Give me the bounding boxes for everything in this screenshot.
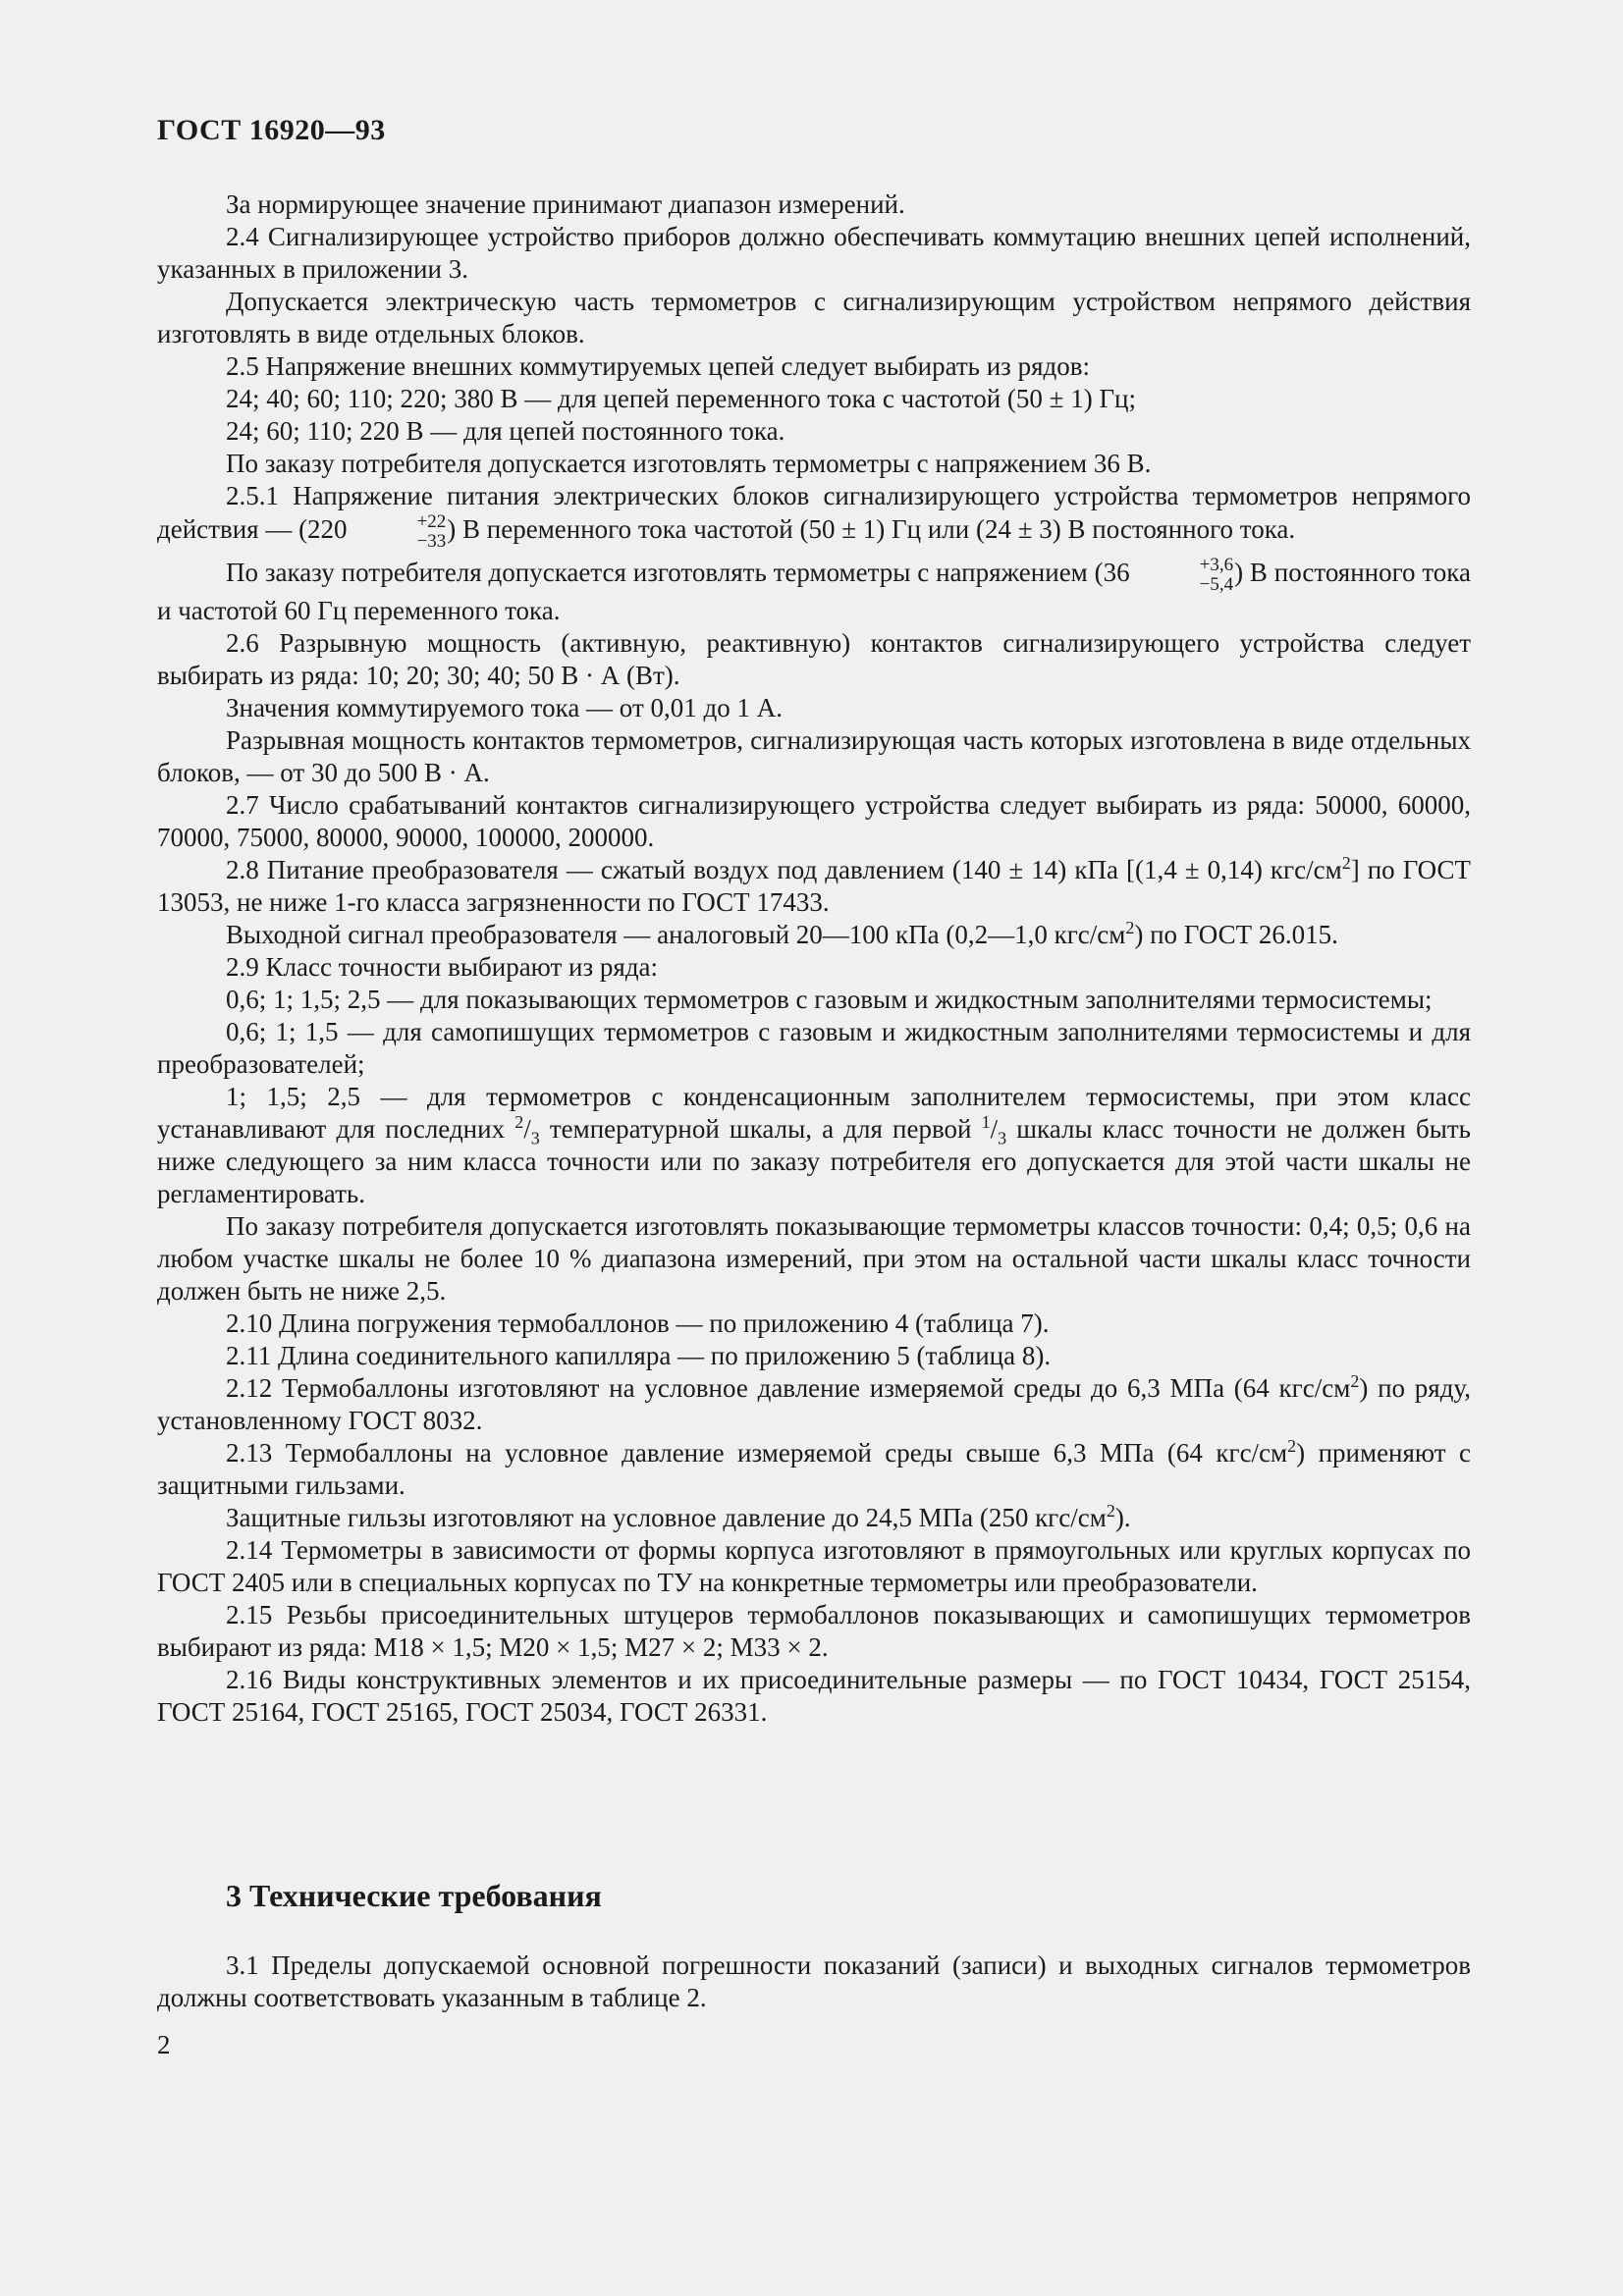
- superscript: 2: [1350, 1371, 1360, 1391]
- paragraph-2-6: 2.6 Разрывную мощность (активную, реактивную) контактов сигнализирующего устройства следует выбирать из ряда: 10; 20; 30; 40; 50 В · А (Вт).: [157, 628, 1471, 690]
- paragraph: Допускается электрическую часть термометров с сигнализирующим устройством непрямого действия изготовлять в виде отдельных блоков.: [157, 287, 1471, 348]
- paragraph-2-4: 2.4 Сигнализирующее устройство приборов должно обеспечивать коммутацию внешних цепей исполнений, указанных в приложении 3.: [157, 222, 1471, 284]
- text-run: 2.5.1 Напряжение питания электрических блоков сигнализирующего устройства термометров непрямого действия — (220: [157, 481, 1471, 545]
- superscript: 2: [1341, 853, 1351, 873]
- paragraph: 24; 60; 110; 220 В — для цепей постоянного тока.: [226, 416, 785, 446]
- paragraph-2-7: 2.7 Число срабатываний контактов сигнализирующего устройства следует выбирать из ряда: 50000, 60000, 70000, 75000, 80000, 90000, 100000, 200000.: [157, 790, 1471, 852]
- section-3-body: [157, 1949, 1471, 2014]
- text-run: ] по ГОСТ 13053, не ниже 1-го класса загрязненности по ГОСТ 17433.: [157, 855, 1471, 917]
- paragraph-2-5: 2.5 Напряжение внешних коммутируемых цепей следует выбирать из рядов:: [226, 351, 1090, 381]
- document-body: [157, 188, 1471, 1729]
- paragraph-2-16: 2.16 Виды конструктивных элементов и их присоединительные размеры — по ГОСТ 10434, ГОСТ 25154, ГОСТ 25164, ГОСТ 25165, ГОСТ 25034, ГОСТ 26331.: [157, 1665, 1471, 1727]
- tolerance-upper: +22: [416, 511, 447, 532]
- paragraph-2-5-1: [157, 480, 1471, 552]
- text-run: 1; 1,5; 2,5 — для термометров с конденсационным заполнителем термосистемы, при этом класс устанавливают для последних: [157, 1082, 1471, 1144]
- text-run: ) по ГОСТ 26.015.: [1134, 920, 1338, 949]
- text-run: ).: [1114, 1503, 1131, 1532]
- fraction-numerator: 1: [981, 1112, 991, 1132]
- paragraph: Значения коммутируемого тока — от 0,01 до 1 А.: [226, 693, 783, 722]
- text-run: Защитные гильзы изготовляют на условное давление до 24,5 МПа (250 кгс/см: [226, 1503, 1107, 1532]
- text-run: 2.13 Термобаллоны на условное давление измеряемой среды свыше 6,3 МПа (64 кгс/см: [226, 1438, 1288, 1468]
- paragraph-2-13: [157, 1437, 1471, 1502]
- tolerance-fraction: [1131, 556, 1233, 595]
- page-number: 2: [157, 2030, 171, 2059]
- superscript: 2: [1106, 1501, 1115, 1521]
- tolerance-upper: +3,6: [1199, 555, 1234, 575]
- paragraph-2-10: 2.10 Длина погружения термобаллонов — по приложению 4 (таблица 7).: [226, 1308, 1050, 1338]
- paragraph: По заказу потребителя допускается изготовлять показывающие термометры классов точности: 0,4; 0,5; 0,6 на любом участке шкалы не более 10 % диапазона измерений, при этом на остальной части шкалы класс точности должен быть не ниже 2,5.: [157, 1211, 1471, 1306]
- text-run: По заказу потребителя допускается изготовлять термометры с напряжением (36: [226, 558, 1130, 588]
- fraction-denominator: 3: [998, 1128, 1007, 1148]
- paragraph: 0,6; 1; 1,5 — для самопишущих термометров с газовым и жидкостным заполнителями термосистемы и для преобразователей;: [157, 1017, 1471, 1079]
- paragraph-2-9: 2.9 Класс точности выбирают из ряда:: [226, 952, 659, 982]
- paragraph-2-15: 2.15 Резьбы присоединительных штуцеров термобаллонов показывающих и самопишущих термометров выбирают из ряда: М18 × 1,5; М20 × 1,5; М27 × 2; М33 × 2.: [157, 1600, 1471, 1662]
- section-3-title: 3 Технические требования: [226, 1878, 602, 1913]
- paragraph-2-14: 2.14 Термометры в зависимости от формы корпуса изготовляют в прямоугольных или круглых корпусах по ГОСТ 2405 или в специальных корпусах по ТУ на конкретные термометры или преобразователи.: [157, 1535, 1471, 1597]
- text-run: 2.8 Питание преобразователя — сжатый воздух под давлением (140 ± 14) кПа [(1,4 ± 0,14) кгс/см: [226, 855, 1342, 884]
- paragraph-2-8: [157, 854, 1471, 919]
- paragraph-2-12: [157, 1372, 1471, 1437]
- paragraph-3-1: 3.1 Пределы допускаемой основной погрешности показаний (записи) и выходных сигналов термометров должны соответствовать указанным в таблице 2.: [157, 1950, 1471, 2012]
- paragraph: [157, 1502, 1471, 1534]
- superscript: 2: [1125, 918, 1135, 937]
- tolerance-fraction: [349, 512, 447, 552]
- text-run: ) В постоянного тока и частотой 60 Гц переменного тока.: [157, 558, 1471, 625]
- superscript: 2: [1287, 1436, 1297, 1456]
- text-run: Выходной сигнал преобразователя — аналоговый 20—100 кПа (0,2—1,0 кгс/см: [226, 920, 1126, 949]
- paragraph: За нормирующее значение принимают диапазон измерений.: [226, 189, 905, 219]
- paragraph: Разрывная мощность контактов термометров, сигнализирующая часть которых изготовлена в виде отдельных блоков, — от 30 до 500 В · А.: [157, 725, 1471, 787]
- text-run: 2.12 Термобаллоны изготовляют на условное давление измеряемой среды до 6,3 МПа (64 кгс/см: [226, 1373, 1351, 1403]
- paragraph: [157, 919, 1471, 951]
- paragraph: 1; 1,5; 2,5 — для термометров с конденсационным заполнителем термосистемы, при этом класс устанавливают для последних $^2/_3$ температурной шкалы, а для первой $^1/_3$ шкалы класс точности не должен быть ниже следующего за ним класса точности или по заказу потребителя его допускается для этой части шкалы не регламентировать.: [157, 1082, 1471, 1208]
- text-run: ) по ряду, установленному ГОСТ 8032.: [157, 1373, 1471, 1435]
- paragraph: 0,6; 1; 1,5; 2,5 — для показывающих термометров с газовым и жидкостным заполнителями термосистемы;: [226, 985, 1433, 1014]
- paragraph: [157, 556, 1471, 627]
- text-run: ) применяют с защитными гильзами.: [157, 1438, 1471, 1500]
- text-run: ) В переменного тока частотой (50 ± 1) Гц или (24 ± 3) В постоянного тока.: [447, 514, 1296, 545]
- document-header: ГОСТ 16920—93: [157, 114, 386, 146]
- fraction-numerator: 2: [514, 1112, 524, 1132]
- paragraph: 24; 40; 60; 110; 220; 380 В — для цепей переменного тока с частотой (50 ± 1) Гц;: [226, 384, 1137, 413]
- paragraph-2-11: 2.11 Длина соединительного капилляра — по приложению 5 (таблица 8).: [226, 1341, 1052, 1370]
- fraction-denominator: 3: [530, 1128, 540, 1148]
- tolerance-lower: −5,4: [1199, 574, 1234, 595]
- paragraph: По заказу потребителя допускается изготовлять термометры с напряжением 36 В.: [226, 449, 1152, 478]
- tolerance-lower: −33: [416, 531, 447, 552]
- text-run: температурной шкалы, а для первой: [539, 1114, 982, 1144]
- text-run: шкалы класс точности не должен быть ниже следующего за ним класса точности или по заказу потребителя его допускается для этой части шкалы не регламентировать.: [157, 1114, 1471, 1208]
